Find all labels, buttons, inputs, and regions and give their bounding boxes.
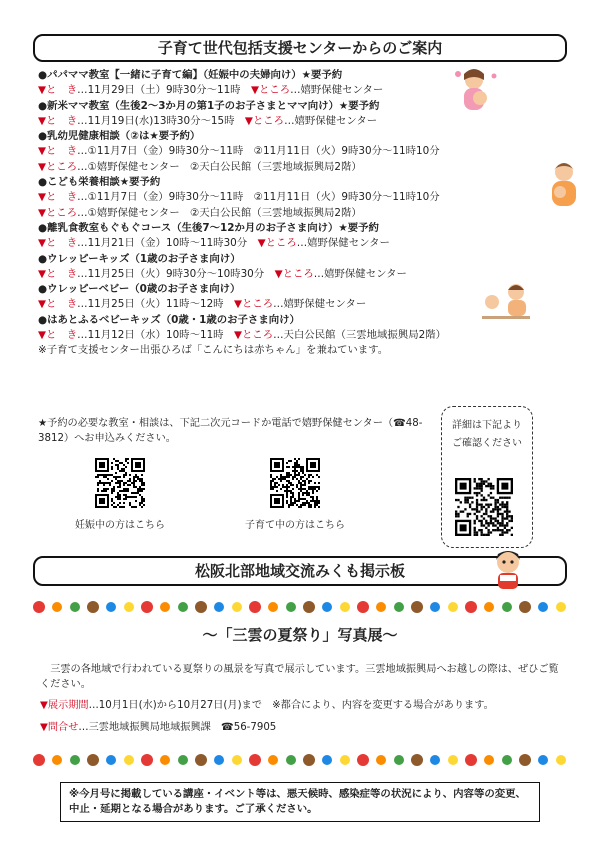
decoration-dot	[502, 755, 512, 765]
detail-label: ▼と き	[38, 237, 78, 250]
detail-label: ▼ところ	[274, 267, 314, 280]
decoration-dot	[33, 754, 45, 766]
detail-text: …11月25日（火）9時30分～10時30分	[77, 267, 275, 280]
detail-text: …嬉野保健センター	[290, 84, 384, 97]
decoration-dot	[178, 602, 188, 612]
feeding-baby-illustration	[478, 282, 534, 322]
detail-text-2: ご確認ください	[452, 438, 522, 449]
decoration-dot	[214, 755, 224, 765]
decoration-dot	[70, 755, 80, 765]
section-title-support-center: 子育て世代包括支援センターからのご案内	[33, 34, 567, 62]
decoration-dot	[214, 602, 224, 612]
decoration-dot	[106, 755, 116, 765]
decoration-dot	[232, 602, 242, 612]
decoration-dot	[249, 754, 261, 766]
class-title: ●新米ママ教室（生後2～3か月の第1子のお子さまとママ向け）★要予約	[38, 99, 380, 112]
detail-label: ▼ところ	[244, 114, 285, 127]
decoration-dot	[519, 601, 531, 613]
decoration-dot	[286, 602, 296, 612]
decoration-dot	[376, 602, 386, 612]
reservation-note: ★予約の必要な教室・相談は、下記二次元コードか電話で嬉野保健センター（☎48-3812）へお申込みください。	[38, 418, 423, 444]
detail-text: …嬉野保健センター	[313, 267, 407, 280]
detail-label: ▼と き	[38, 298, 78, 311]
decoration-dot	[357, 754, 369, 766]
contact-info	[40, 720, 276, 735]
detail-text: …11月21日（金）10時～11時30分	[77, 237, 258, 250]
decoration-dot	[538, 755, 548, 765]
decoration-dot	[376, 755, 386, 765]
detail-text: …嬉野保健センター	[284, 114, 378, 127]
decoration-dot	[411, 601, 423, 613]
mother-child-illustration	[450, 66, 500, 116]
class-detail	[38, 190, 558, 205]
decoration-dot	[268, 602, 278, 612]
detail-text: …①11月7日（金）9時30分～11時 ②11月11日（火）9時30分～11時10分	[77, 191, 440, 204]
class-title: ●乳幼児健康相談（②は★要予約）	[38, 130, 201, 143]
decoration-dot	[160, 602, 170, 612]
detail-label: ▼と き	[38, 329, 78, 342]
detail-label: ▼ところ	[257, 237, 297, 250]
decoration-dot	[303, 601, 315, 613]
decoration-dot	[195, 754, 207, 766]
class-detail	[38, 144, 558, 159]
decoration-dot	[87, 754, 99, 766]
decoration-dot	[106, 602, 116, 612]
class-detail	[38, 236, 558, 251]
detail-text: …11月29日（土）9時30分～11時	[77, 84, 251, 97]
decoration-dot	[303, 754, 315, 766]
detail-text: …①嬉野保健センター ②天白公民館（三雲地域振興局2階）	[77, 160, 362, 173]
decoration-dot	[268, 755, 278, 765]
decoration-dot	[357, 601, 369, 613]
detail-label: ▼ところ	[250, 84, 291, 97]
decoration-dot	[124, 755, 134, 765]
decoration-dot	[430, 755, 440, 765]
decoration-dot	[465, 601, 477, 613]
decoration-dot	[340, 602, 350, 612]
qr-caption-pregnant: 妊娠中の方はこちら	[75, 520, 165, 531]
decoration-dot	[448, 755, 458, 765]
class-title: ●ウレッピーベビー（0歳のお子さま向け）	[38, 283, 241, 296]
decoration-dot	[141, 601, 153, 613]
decoration-dot	[322, 602, 332, 612]
event-description: 三雲の各地域で行われている夏祭りの風景を写真で展示しています。三雲地域振興局へお越しの際は、ぜひご覧ください。	[40, 664, 559, 690]
decoration-dot	[52, 755, 62, 765]
class-detail	[38, 114, 558, 129]
class-detail	[38, 160, 558, 175]
class-title: ●はあとふるベビーキッズ（0歳・1歳のお子さま向け）	[38, 313, 300, 326]
decoration-dot	[195, 601, 207, 613]
decoration-dot	[52, 602, 62, 612]
detail-text: …嬉野保健センター	[273, 298, 367, 311]
decoration-dot	[538, 602, 548, 612]
decoration-dot	[448, 602, 458, 612]
decorative-border-top	[30, 597, 570, 617]
contact-label: ▼問合せ	[40, 722, 79, 733]
mother-baby-illustration	[540, 160, 588, 210]
class-detail	[38, 267, 558, 282]
class-title: ●離乳食教室もぐもぐコース（生後7～12か月のお子さま向け）★要予約	[38, 221, 379, 234]
decorative-border-bottom	[30, 750, 570, 770]
class-detail	[38, 328, 558, 343]
class-title: ●パパママ教室【一緒に子育て編】（妊娠中の夫婦向け）★要予約	[38, 69, 343, 81]
decoration-dot	[411, 754, 423, 766]
decoration-dot	[33, 601, 45, 613]
detail-text: …11月25日（火）11時～12時	[77, 298, 234, 311]
decoration-dot	[87, 601, 99, 613]
detail-text: …嬉野保健センター	[296, 237, 390, 250]
event-title: ～「三雲の夏祭り」写真展～	[202, 626, 398, 644]
decoration-dot	[141, 754, 153, 766]
detail-label: ▼ところ	[38, 206, 78, 219]
period-text: …10月1日(水)から10月27日(月)まで ※都合により、内容を変更する場合があります。	[88, 700, 494, 711]
decoration-dot	[394, 755, 404, 765]
decoration-dot	[465, 754, 477, 766]
decoration-dot	[394, 602, 404, 612]
decoration-dot	[556, 755, 566, 765]
detail-label: ▼ところ	[233, 298, 274, 311]
qr-code-details[interactable]	[455, 478, 513, 536]
decoration-dot	[430, 602, 440, 612]
detail-text: …天白公民館（三雲地域振興局2階）	[273, 329, 446, 342]
decoration-dot	[519, 754, 531, 766]
decoration-dot	[340, 755, 350, 765]
detail-text: …①11月7日（金）9時30分～11時 ②11月11日（火）9時30分～11時10分	[77, 145, 440, 158]
decoration-dot	[484, 602, 494, 612]
detail-label: ▼と き	[38, 145, 78, 158]
decoration-dot	[70, 602, 80, 612]
mascot-illustration	[488, 548, 528, 592]
detail-label: ▼と き	[38, 267, 78, 280]
detail-text: …11月12日（水）10時～11時	[77, 329, 234, 342]
decoration-dot	[232, 755, 242, 765]
detail-label: ▼と き	[38, 191, 78, 204]
decoration-dot	[556, 602, 566, 612]
detail-label: ▼ところ	[233, 329, 274, 342]
notice-box: ※今月号に掲載している講座・イベント等は、悪天候時、感染症等の状況により、内容等の変更、中止・延期となる場合があります。ご了承ください。	[60, 782, 540, 822]
decoration-dot	[249, 601, 261, 613]
detail-label: ▼ところ	[38, 160, 78, 173]
decoration-dot	[124, 602, 134, 612]
section-title-bulletin: 松阪北部地域交流みくも掲示板	[33, 556, 567, 586]
decoration-dot	[322, 755, 332, 765]
decoration-dot	[160, 755, 170, 765]
decoration-dot	[178, 755, 188, 765]
detail-label: ▼と き	[38, 114, 78, 127]
qr-code-pregnant[interactable]	[95, 458, 145, 508]
period-label: ▼展示期間	[40, 700, 89, 711]
class-title: ●ウレッピーキッズ（1歳のお子さま向け）	[38, 252, 241, 265]
detail-label: ▼と き	[38, 84, 78, 97]
qr-code-parenting[interactable]	[270, 458, 320, 508]
class-note: ※子育て支援センター出張ひろば「こんにちは赤ちゃん」を兼ねています。	[38, 344, 389, 357]
detail-text: …①嬉野保健センター ②天白公民館（三雲地域振興局2階）	[77, 206, 362, 219]
exhibition-period	[40, 698, 494, 713]
decoration-dot	[502, 602, 512, 612]
decoration-dot	[484, 755, 494, 765]
class-title: ●こども栄養相談★要予約	[38, 176, 161, 189]
class-detail	[38, 206, 558, 221]
detail-text: …11月19日(水)13時30分～15時	[77, 114, 245, 127]
detail-text-1: 詳細は下記より	[452, 420, 522, 431]
qr-caption-parenting: 子育て中の方はこちら	[245, 520, 345, 531]
decoration-dot	[286, 755, 296, 765]
contact-text: …三雲地域振興局地域振興課 ☎56-7905	[78, 722, 277, 733]
